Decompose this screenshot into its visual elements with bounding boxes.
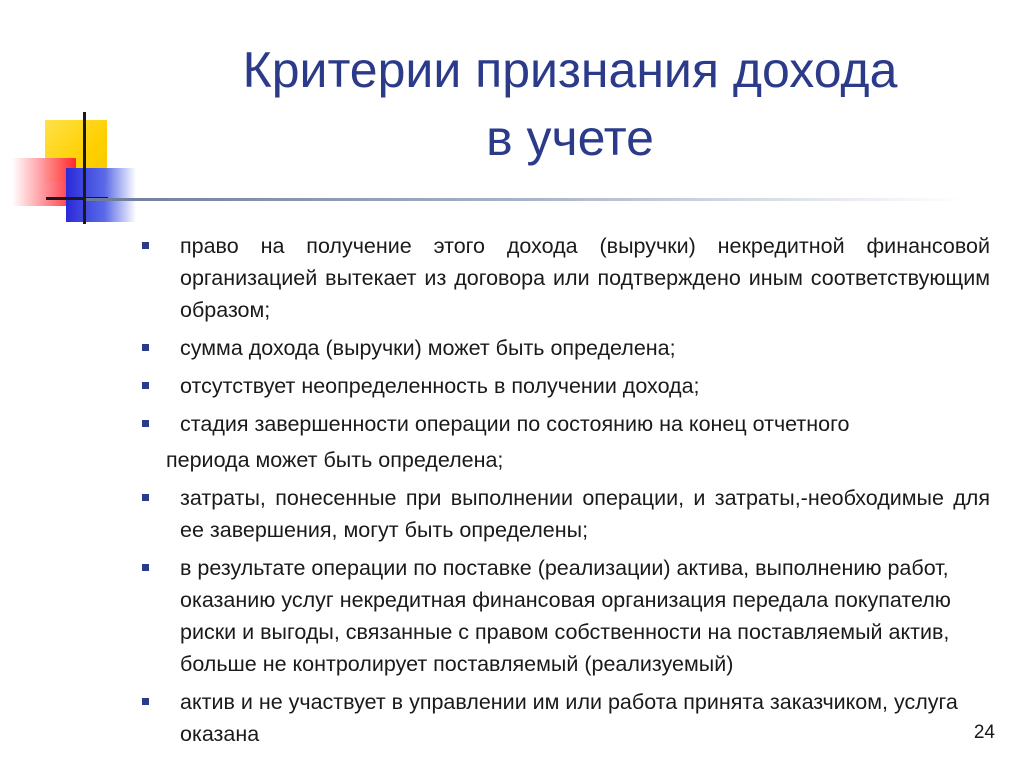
page-number: 24 bbox=[973, 722, 995, 743]
list-item-text: стадия завершенности операции по состоянию на конец отчетного bbox=[180, 412, 850, 436]
list-item bbox=[140, 230, 990, 326]
square-bullet-icon bbox=[142, 382, 149, 389]
slide-title bbox=[140, 36, 1000, 172]
list-item-text: сумма дохода (выручки) может быть определена; bbox=[180, 336, 676, 360]
list-item bbox=[140, 482, 990, 546]
square-bullet-icon bbox=[142, 420, 149, 427]
bullet-list bbox=[140, 230, 990, 750]
list-item bbox=[140, 408, 990, 440]
blue-square-decoration bbox=[66, 168, 136, 222]
slide-title-line-1: Критерии признания дохода bbox=[242, 42, 898, 98]
list-item-text: актив и не участвует в управлении им или работа принята заказчиком, услуга оказана bbox=[180, 690, 958, 746]
list-item-text: право на получение этого дохода (выручки) некредитной финансовой организацией вытекает из договора или подтверждено иным соответствующим образом; bbox=[180, 234, 990, 322]
title-divider-line bbox=[86, 198, 966, 201]
square-bullet-icon bbox=[142, 698, 149, 705]
vertical-line-decoration bbox=[83, 112, 86, 224]
list-item bbox=[140, 370, 990, 402]
square-bullet-icon bbox=[142, 564, 149, 571]
square-bullet-icon bbox=[142, 242, 149, 249]
list-item bbox=[140, 332, 990, 364]
square-bullet-icon bbox=[142, 344, 149, 351]
list-item-text: в результате операции по поставке (реализации) актива, выполнению работ, оказанию услуг некредитная финансовая организация передала покупателю риски и выгоды, связанные с правом собственности на поставляемый актив, больше не контролирует поставляемый (реализуемый) bbox=[180, 556, 951, 676]
square-bullet-icon bbox=[142, 494, 149, 501]
list-item-continuation: периода может быть определена; bbox=[166, 448, 504, 472]
slide-title-line-2: в учете bbox=[486, 110, 654, 166]
list-item bbox=[140, 686, 990, 750]
list-item bbox=[140, 552, 990, 680]
list-item-text: затраты, понесенные при выполнении операции, и затраты,-необходимые для ее завершения, могут быть определены; bbox=[180, 486, 990, 542]
list-item-text: отсутствует неопределенность в получении дохода; bbox=[180, 374, 700, 398]
